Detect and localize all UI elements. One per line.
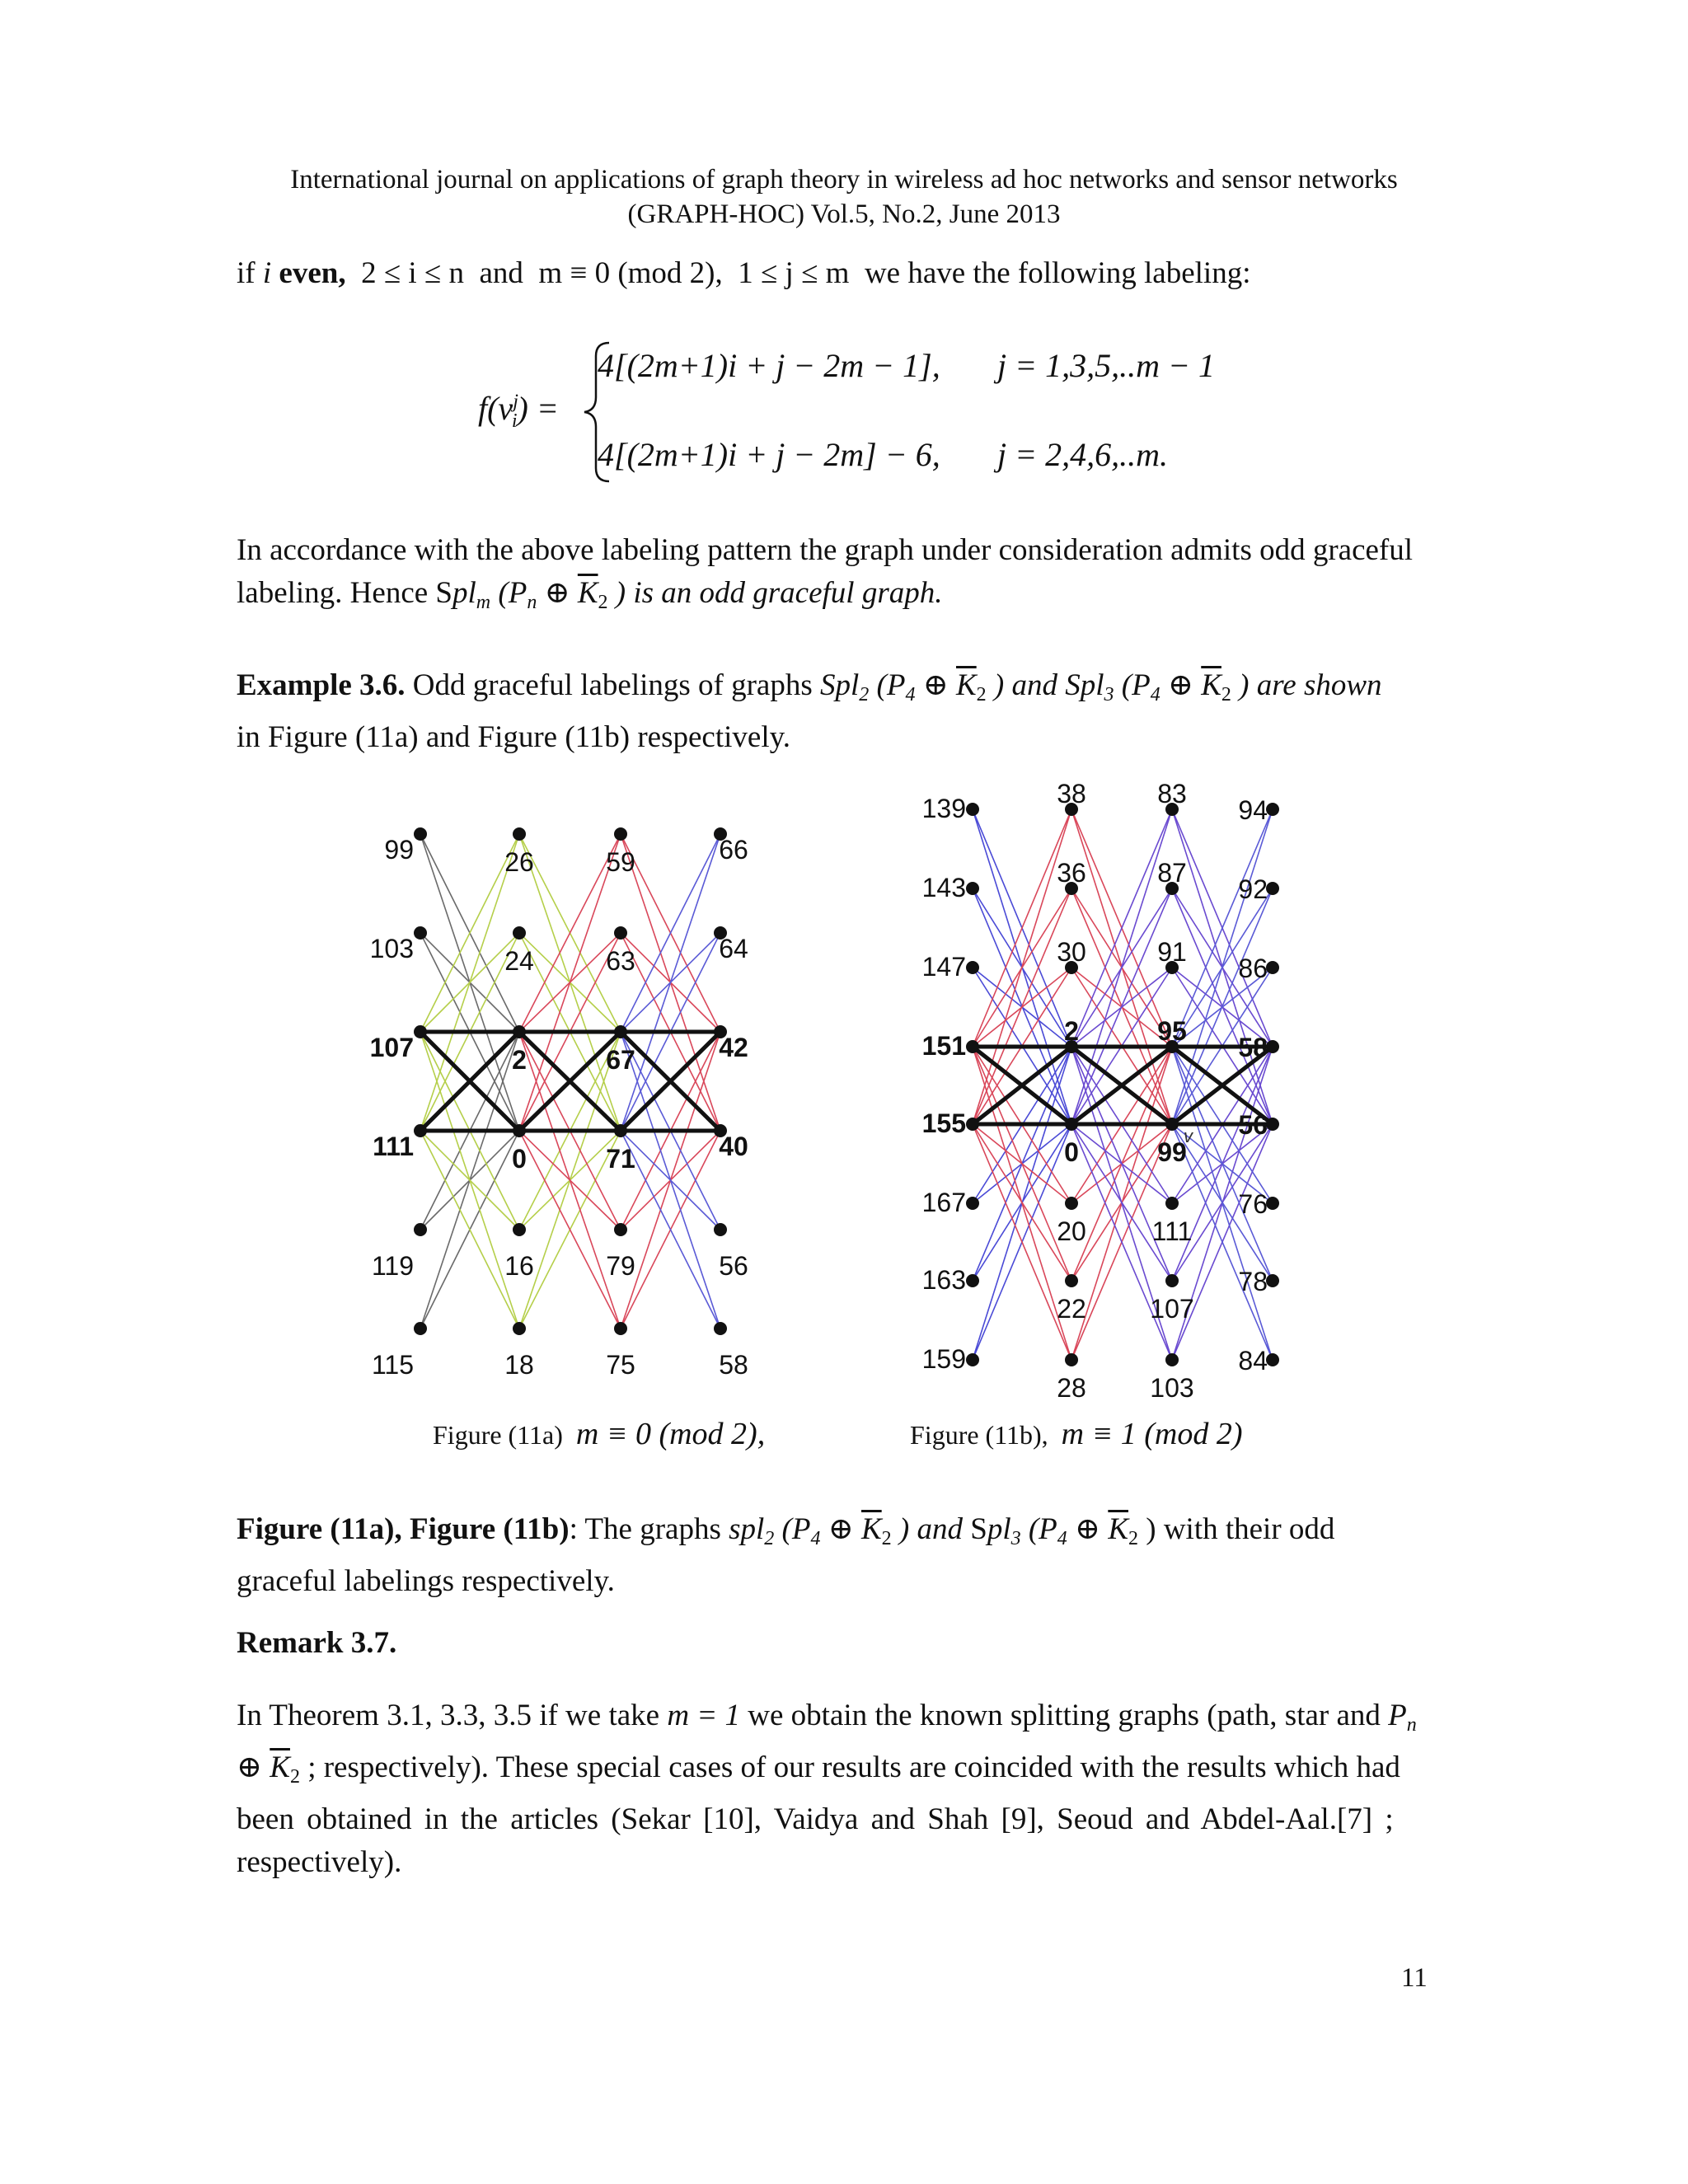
vertex-label: 163 — [921, 1265, 966, 1295]
graph-vertex — [1165, 1118, 1179, 1131]
vertex-label: 95 — [1157, 1016, 1187, 1046]
graph-vertex — [1065, 1197, 1078, 1210]
graph-vertex — [414, 926, 427, 940]
vertex-label: 26 — [504, 847, 534, 877]
vertex-label: 111 — [373, 1132, 414, 1161]
graph-vertex — [614, 926, 627, 940]
graph-vertex — [714, 1322, 727, 1335]
paragraph-odd-graceful: In accordance with the above labeling pattern the graph under consideration admits odd graceful labeling. Hence Spl$_m$ ($P_n$ ⊕ $\overline{K}_2$ ) is an odd graceful graph. — [237, 533, 1414, 613]
vertex-label: 63 — [606, 946, 635, 976]
graph-vertex — [966, 1040, 979, 1053]
vertex-label: 115 — [371, 1350, 414, 1380]
vertex-label: 83 — [1157, 779, 1187, 808]
graph-vertex — [614, 1223, 627, 1236]
graph-vertex — [513, 1322, 526, 1335]
remark-paragraph: In Theorem 3.1, 3.3, 3.5 if we take m = 1 we obtain the known splitting graphs (path, star and $P_n$ ⊕ $\overline{K}_2$ ; respectively). These special cases of our results are coincided with the results which had been obtained in the articles (Sekar [10], Vaidya and Shah [9], Seoud and Abdel-Aal.[7] ; respectively). — [237, 1699, 1417, 1879]
formula-case1: 4[(2m+1)i + j − 2m − 1], — [598, 347, 940, 384]
vertex-label: 67 — [606, 1045, 635, 1075]
graph-vertex — [513, 827, 526, 841]
vertex-label: 143 — [921, 873, 966, 902]
vertex-label: 94 — [1238, 795, 1268, 825]
graph-vertex — [513, 1223, 526, 1236]
vertex-label: 147 — [921, 952, 966, 982]
formula-cond1: j = 1,3,5,..m − 1 — [997, 347, 1215, 384]
vertex-label: 2 — [1064, 1016, 1079, 1046]
graph-vertex — [614, 1322, 627, 1335]
figure-11b-graph — [907, 779, 1335, 1403]
vertex-label: 139 — [921, 794, 966, 823]
graph-vertex — [1266, 803, 1279, 816]
vertex-label: 92 — [1238, 874, 1268, 904]
vertex-label: 36 — [1057, 858, 1086, 888]
graph-vertex — [1266, 1274, 1279, 1287]
vertex-label: 56 — [719, 1251, 748, 1281]
vertex-label: 56 — [1238, 1110, 1268, 1140]
vertex-label: 103 — [369, 934, 414, 963]
graph-vertex — [1266, 1353, 1279, 1366]
caption-11a: Figure (11a) m ≡ 0 (mod 2), — [433, 1417, 766, 1451]
graph-vertex — [1266, 1118, 1279, 1131]
graph-vertex — [614, 1124, 627, 1137]
graph-vertex — [1065, 1274, 1078, 1287]
vertex-label: 0 — [512, 1144, 527, 1174]
figure-11a-graph — [363, 808, 791, 1385]
vertex-label: 167 — [921, 1188, 966, 1217]
vertex-label: 107 — [369, 1033, 414, 1062]
graph-vertex — [1065, 1353, 1078, 1366]
vertex-label: 30 — [1057, 937, 1086, 967]
vertex-label: 84 — [1238, 1346, 1268, 1376]
vertex-label: 42 — [719, 1033, 748, 1062]
vertex-label: 71 — [606, 1144, 635, 1174]
graph-vertex — [513, 1124, 526, 1137]
vertex-label: 155 — [921, 1108, 966, 1138]
page-number: 11 — [1401, 1963, 1428, 1993]
graph-vertex — [1165, 1197, 1179, 1210]
vertex-label: 79 — [606, 1251, 635, 1281]
vertex-label: 119 — [371, 1251, 414, 1281]
vertex-label: 91 — [1157, 937, 1187, 967]
vertex-label: 76 — [1238, 1189, 1268, 1219]
graph-vertex — [1266, 1197, 1279, 1210]
graph-vertex — [714, 1223, 727, 1236]
vertex-label: 99 — [384, 835, 414, 865]
caption-11b: Figure (11b), m ≡ 1 (mod 2) — [910, 1417, 1243, 1451]
vertex-label: 16 — [504, 1251, 534, 1281]
vertex-label: 159 — [921, 1344, 966, 1374]
graph-vertex — [966, 1274, 979, 1287]
graph-vertex — [414, 1322, 427, 1335]
graph-vertex — [614, 1025, 627, 1038]
graph-vertex — [1165, 1274, 1179, 1287]
vertex-label: 86 — [1238, 954, 1268, 983]
vertex-label: 99 — [1157, 1137, 1187, 1167]
figure-caption-paragraph: Figure (11a), Figure (11b): The graphs spl$_2$ ($P_4$ ⊕ $\overline{K}_2$ ) and Spl$_3$ ($P_4$ ⊕ $\overline{K}_2$ ) with their odd graceful labelings respectively. — [237, 1512, 1335, 1598]
graph-vertex — [966, 1353, 979, 1366]
graph-vertex — [966, 1197, 979, 1210]
graph-vertex — [966, 882, 979, 895]
graph-vertex — [414, 1025, 427, 1038]
remark-title: Remark 3.7. — [237, 1626, 397, 1660]
condition-line: if i even, 2 ≤ i ≤ n and m ≡ 0 (mod 2), 1 ≤ j ≤ m we have the following labeling: — [237, 256, 1251, 290]
vertex-label: 22 — [1057, 1294, 1086, 1324]
vertex-label: 103 — [1150, 1373, 1194, 1403]
graph-vertex — [414, 1124, 427, 1137]
graph-vertex — [1165, 1353, 1179, 1366]
graph-vertex — [966, 961, 979, 974]
vertex-label: 58 — [719, 1350, 748, 1380]
vertex-label: 75 — [606, 1350, 635, 1380]
graph-vertex — [1266, 882, 1279, 895]
vertex-label: 38 — [1057, 779, 1086, 808]
labeling-formula — [470, 338, 1294, 486]
graph-vertex — [513, 1025, 526, 1038]
vertex-label: 107 — [1150, 1294, 1194, 1324]
vertex-label: 64 — [719, 934, 748, 963]
vertex-label: 59 — [606, 847, 635, 877]
graph-vertex — [966, 1118, 979, 1131]
formula-lhs: $f(v^j_i)$ = — [478, 390, 559, 432]
vertex-label: 151 — [921, 1031, 966, 1061]
formula-cond2: j = 2,4,6,..m. — [997, 436, 1168, 473]
vertex-label: 20 — [1057, 1216, 1086, 1246]
vertex-label: 78 — [1238, 1267, 1268, 1296]
graph-vertex — [414, 1223, 427, 1236]
graph-vertex — [513, 926, 526, 940]
vertex-label: 87 — [1157, 858, 1187, 888]
journal-header-line2: (GRAPH-HOC) Vol.5, No.2, June 2013 — [627, 199, 1061, 229]
vertex-label: 66 — [719, 835, 748, 865]
graph-vertex — [1266, 961, 1279, 974]
vertex-label: 24 — [504, 946, 534, 976]
graph-vertex — [414, 827, 427, 841]
graph-vertex — [1065, 1118, 1078, 1131]
graph-vertex — [1266, 1040, 1279, 1053]
vertex-v-label: v — [1184, 1126, 1193, 1146]
vertex-label: 18 — [504, 1350, 534, 1380]
vertex-label: 40 — [719, 1132, 748, 1161]
example-3-6: Example 3.6. Odd graceful labelings of graphs Spl$_2$ ($P_4$ ⊕ $\overline{K}_2$ ) and Spl$_3$ ($P_4$ ⊕ $\overline{K}_2$ ) are shown in Figure (11a) and Figure (11b) respectively. — [237, 668, 1382, 754]
vertex-label: 58 — [1238, 1033, 1268, 1062]
vertex-label: 28 — [1057, 1373, 1086, 1403]
graph-vertex — [614, 827, 627, 841]
vertex-label: 111 — [1151, 1216, 1193, 1246]
vertex-label: 0 — [1064, 1137, 1079, 1167]
graph-vertex — [966, 803, 979, 816]
formula-case2: 4[(2m+1)i + j − 2m] − 6, — [598, 436, 940, 473]
journal-header-line1: International journal on applications of graph theory in wireless ad hoc networks and sensor networks — [290, 165, 1398, 194]
vertex-label: 2 — [512, 1045, 527, 1075]
